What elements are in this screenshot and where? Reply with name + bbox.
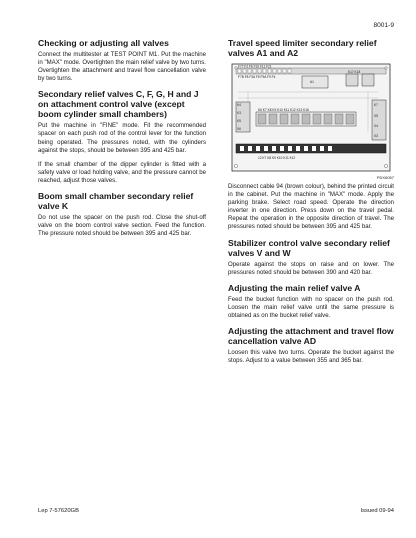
right-column bbox=[228, 38, 394, 371]
fig-label-left-2: K5 bbox=[237, 119, 241, 123]
paragraph: Loosen this valve two turns. Operate the bucket against the stops. Adjust to a value between 355 and 365 bar. bbox=[228, 349, 394, 365]
paragraph: Connect the multitester at TEST POINT M1. Put the machine in "MAX" mode. Overtighten the main relief valve by two turns. Overtighten the attachment and travel flow cancellation valve by two turns. bbox=[38, 51, 206, 83]
section-title-flow-cancellation: Adjusting the attachment and travel flow cancellation valve AD bbox=[228, 326, 394, 347]
paragraph: Operate against the stops on raise and on lower. The pressures noted should be between 390 and 420 bar. bbox=[228, 260, 394, 276]
fig-label-second-row: F7B F8 F3A F5 F9A F9 F4 bbox=[238, 75, 276, 79]
footer-doc-code: Lep 7-57620GB bbox=[38, 508, 79, 514]
paragraph: Do not use the spacer on the push rod. Close the shut-off valve on the boom control valve section. Feed the function. The pressure noted should be between 395 and 425 bar. bbox=[38, 214, 206, 238]
fig-label-connector: A1 bbox=[310, 80, 314, 84]
footer-issue-date: Issued 09-94 bbox=[360, 508, 394, 514]
fig-label-right-0: K7 bbox=[374, 103, 378, 107]
section-title-secondary-relief: Secondary relief valves C, F, G, H and J on attachment control valve (except boom cylinder small chambers) bbox=[38, 89, 199, 120]
fig-label-right-2: X4 bbox=[374, 124, 378, 128]
paragraph: Disconnect cable 94 (brown colour), behind the printed circuit in the cabinet. Put the machine in "MAX" mode. Apply the parking brake. Select road speed. Operate the direction inverter in one direction. Press down on the travel pedal. Repeat the operation in the opposite direction of travel. The pressures noted should be between 395 and 425 bar. bbox=[228, 183, 394, 231]
paragraph: Put the machine in "FINE" mode. Fit the recommended spacer on each push rod of the control lever for the function being operated. The pressures noted, with the cylinders against the stops, should be between 395 and 425 bar. bbox=[38, 122, 206, 154]
section-title-travel-speed: Travel speed limiter secondary relief valves A1 and A2 bbox=[228, 38, 377, 58]
fig-label-left-3: X6 bbox=[237, 127, 241, 131]
fig-label-right-3: X3 bbox=[374, 134, 378, 138]
fig-label-right-1: X5 bbox=[374, 114, 378, 118]
fig-label-bottom-row: 12 K7 K8 K9 K10 K11 K12 bbox=[258, 156, 296, 160]
fig-label-top-row: F77 F2 F6 F10 F11 F21 bbox=[238, 64, 272, 69]
left-column bbox=[38, 38, 206, 244]
fig-label-relays: K17 K18 bbox=[348, 70, 361, 74]
fig-label-left-1: K3 bbox=[237, 111, 241, 115]
fig-label-mid-row: K6 K7 K8 K9 K10 K11 K12 K13 K16 bbox=[258, 108, 309, 112]
section-title-checking: Checking or adjusting all valves bbox=[38, 38, 169, 48]
circuit-board-diagram bbox=[228, 62, 394, 174]
paragraph: If the small chamber of the dipper cylinder is fitted with a safety valve or load holding valve, and the pressure cannot be reached, adjust those valves. bbox=[38, 160, 206, 184]
section-title-boom-small-chamber: Boom small chamber secondary relief valve K bbox=[38, 191, 194, 212]
fig-label-left-0: K4 bbox=[237, 103, 241, 107]
page-number: 8001-9 bbox=[373, 22, 394, 29]
section-title-stabilizer: Stabilizer control valve secondary relief valves V and W bbox=[228, 237, 390, 258]
paragraph: Feed the bucket function with no spacer on the push rod. Loosen the main relief valve until the same pressure is obtained as on the bucket relief valve. bbox=[228, 295, 394, 319]
section-title-main-relief: Adjusting the main relief valve A bbox=[228, 282, 361, 293]
figure-code: PDX6057 bbox=[376, 175, 394, 180]
